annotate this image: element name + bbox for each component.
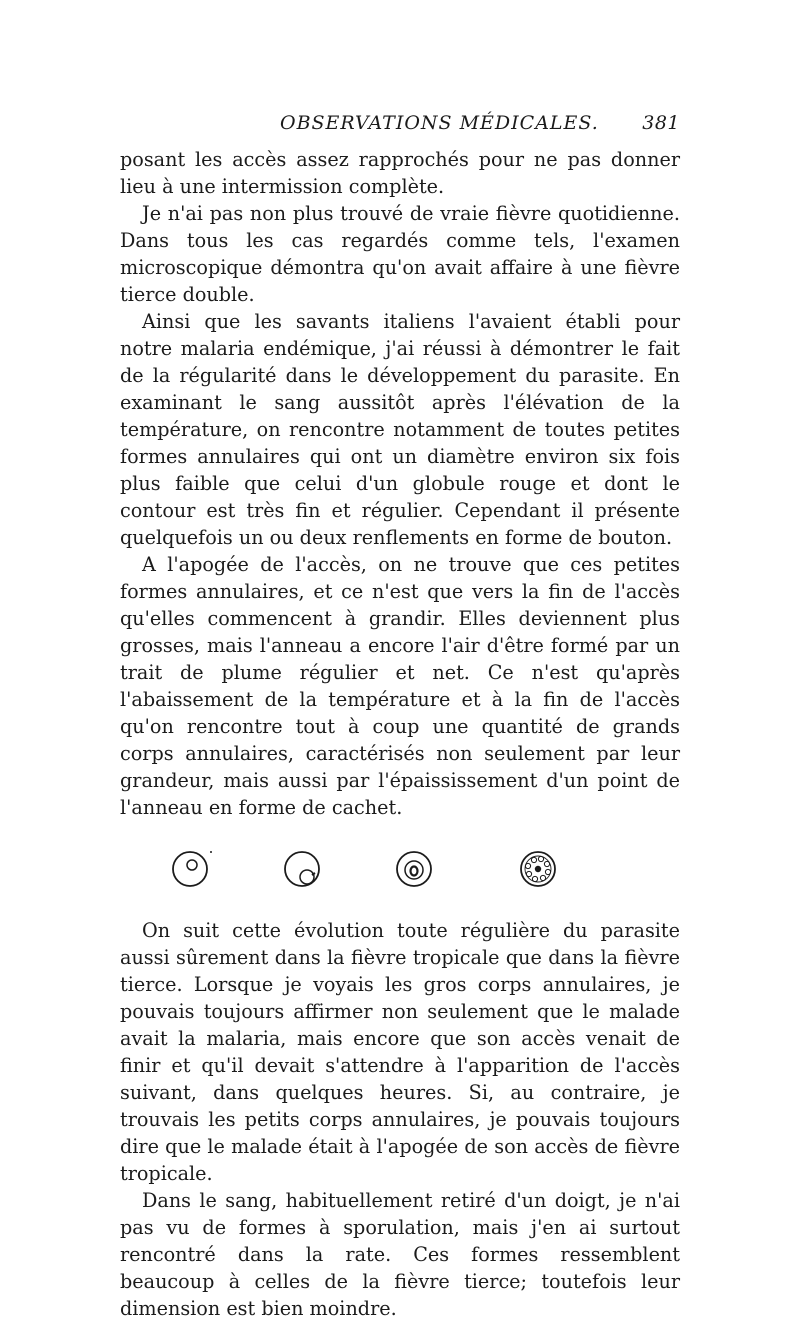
paragraph-2: Je n'ai pas non plus trouvé de vraie fièvre quotidienne. Dans tous les cas regardés comme tels, l'examen microscopique démontra qu'on avait affaire à une fièvre tierce double. — [120, 202, 680, 306]
paragraph-6: Dans le sang, habituellement retiré d'un doigt, je n'ai pas vu de formes à sporulation, mais j'en ai surtout rencontré dans la rate. Ces formes ressemblent beaucoup à celles de la fièvre tierce; toutefois leur dimension est bien moindre. — [120, 1189, 680, 1320]
signet-ring-parasite-figure — [386, 839, 446, 899]
page-number: 381 — [642, 112, 680, 134]
running-title: OBSERVATIONS MÉDICALES. — [280, 112, 599, 134]
parasite-figures — [120, 831, 680, 909]
page-header — [120, 112, 680, 146]
paragraph-5: On suit cette évolution toute régulière du parasite aussi sûrement dans la fièvre tropicale que dans la fièvre tierce. Lorsque je voyais les gros corps annulaires, je pouvais toujours affirmer non seulement que le malade avait la malaria, mais encore que son accès venait de finir et qu'il devait s'attendre à l'apparition de l'accès suivant, dans quelques heures. Si, au contraire, je trouvais les petits corps annulaires, je pouvais toujours dire que le malade était à l'apogée de son accès de fièvre tropicale. — [120, 919, 680, 1185]
sporulating-parasite-figure — [510, 839, 570, 899]
paragraph-4: A l'apogée de l'accès, on ne trouve que ces petites formes annulaires, et ce n'est que vers la fin de l'accès qu'elles commencent à grandir. Elles deviennent plus grosses, mais l'anneau a encore l'air d'être formé par un trait de plume régulier et net. Ce n'est qu'après l'abaissement de la température et à la fin de l'accès qu'on rencontre tout à coup une quantité de grands corps annulaires, caractérisés non seulement par leur grandeur, mais aussi par l'épaississement d'un point de l'anneau en forme de cachet. — [120, 553, 680, 819]
large-ring-parasite-figure — [274, 839, 334, 899]
book-page — [120, 112, 680, 1322]
small-ring-parasite-figure — [162, 839, 222, 899]
paragraph-3: Ainsi que les savants italiens l'avaient établi pour notre malaria endémique, j'ai réussi à démontrer le fait de la régularité dans le développement du parasite. En examinant le sang aussitôt après l'élévation de la température, on rencontre notamment de toutes petites formes annulaires qui ont un diamètre environ six fois plus faible que celui d'un globule rouge et dont le contour est très fin et régulier. Cependant il présente quelquefois un ou deux renflements en forme de bouton. — [120, 310, 680, 549]
paragraph-1: posant les accès assez rapprochés pour ne pas donner lieu à une intermission complète. — [120, 148, 680, 198]
